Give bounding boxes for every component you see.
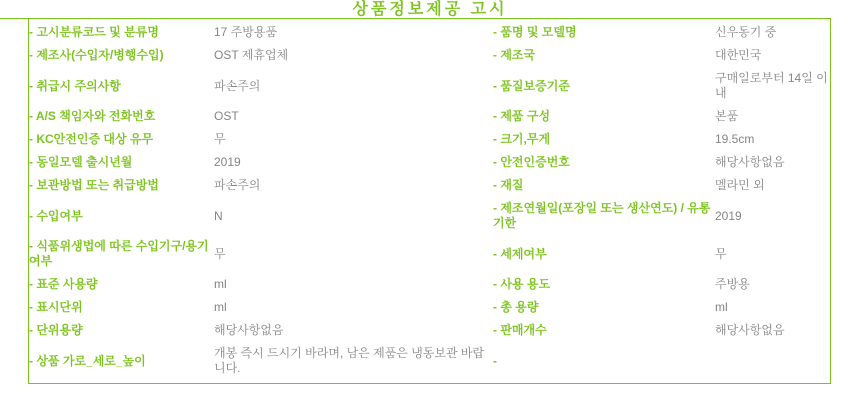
left-value: 개봉 즉시 드시기 바라며, 남은 제품은 냉동보관 바랍니다. [214, 346, 485, 375]
product-info-table [29, 21, 832, 380]
left-value: N [214, 208, 223, 223]
left-value: 무 [214, 246, 226, 261]
right-label: - 재질 [493, 178, 524, 192]
left-label: - 식품위생법에 따른 수입기구/용기 여부 [29, 239, 209, 268]
table-row [29, 319, 832, 342]
left-value: 2019 [214, 155, 241, 169]
left-value: ml [214, 277, 227, 291]
left-label: - KC안전인증 대상 유무 [29, 132, 154, 146]
table-row [29, 151, 832, 174]
right-value: 본품 [715, 109, 739, 123]
left-value: 파손주의 [214, 78, 261, 93]
left-value: OST [214, 109, 239, 123]
right-value [715, 342, 832, 380]
right-label: - 판매개수 [493, 323, 547, 337]
left-label: - A/S 책임자와 전화번호 [29, 109, 156, 123]
left-label: - 표시단위 [29, 300, 83, 314]
table-row [29, 44, 832, 67]
right-value: 해당사항없음 [715, 323, 785, 337]
left-label: - 취급시 주의사항 [29, 78, 121, 93]
left-label: - 수입여부 [29, 208, 83, 223]
right-value: 대한민국 [715, 48, 762, 62]
right-value: 신우동기 중 [715, 25, 777, 39]
left-label: - 표준 사용량 [29, 277, 98, 291]
right-label: - [493, 353, 497, 368]
right-label: - 사용 용도 [493, 277, 551, 291]
left-label: - 단위용량 [29, 323, 83, 337]
right-label: - 품명 및 모델명 [493, 25, 577, 39]
left-label: - 고시분류코드 및 분류명 [29, 25, 159, 39]
left-value: OST 제휴업체 [214, 48, 289, 62]
left-value: 17 주방용품 [214, 25, 278, 39]
right-value: 19.5cm [715, 132, 755, 146]
left-value: 파손주의 [214, 178, 261, 192]
right-value: 해당사항없음 [715, 155, 785, 169]
right-value: 구매일로부터 14일 이내 [715, 71, 828, 100]
left-label: - 제조사(수입자/병행수입) [29, 48, 164, 62]
right-label: - 총 용량 [493, 300, 539, 314]
table-row [29, 273, 832, 296]
right-value: 무 [715, 246, 727, 261]
left-label: - 보관방법 또는 취급방법 [29, 178, 159, 192]
right-label: - 제조국 [493, 48, 536, 62]
right-label: - 크기,무게 [493, 132, 551, 146]
right-label: - 품질보증기준 [493, 78, 570, 93]
right-label: - 제품 구성 [493, 109, 551, 123]
right-value: 2019 [715, 208, 742, 223]
right-label: - 안전인증번호 [493, 155, 570, 169]
table-row [29, 197, 832, 235]
notice-table-box [28, 19, 831, 384]
table-row [29, 105, 832, 128]
left-value: 해당사항없음 [214, 323, 284, 337]
right-label: - 세제여부 [493, 246, 547, 261]
left-label: - 동일모델 출시년월 [29, 155, 133, 169]
table-row [29, 174, 832, 197]
left-value: 무 [214, 132, 226, 146]
table-row [29, 342, 832, 380]
left-label: - 상품 가로_세로_높이 [29, 353, 146, 368]
left-value: ml [214, 300, 227, 314]
right-value: ml [715, 300, 728, 314]
right-label: - 제조연월일(포장일 또는 생산연도) / 유통기한 [493, 201, 711, 230]
table-row [29, 67, 832, 105]
table-row [29, 128, 832, 151]
table-row [29, 235, 832, 273]
page-title: 상품정보제공 고시 [352, 1, 508, 18]
table-row [29, 296, 832, 319]
table-body [29, 21, 832, 380]
table-row [29, 21, 832, 44]
right-value: 주방용 [715, 277, 750, 291]
right-value: 멜라민 외 [715, 178, 765, 192]
